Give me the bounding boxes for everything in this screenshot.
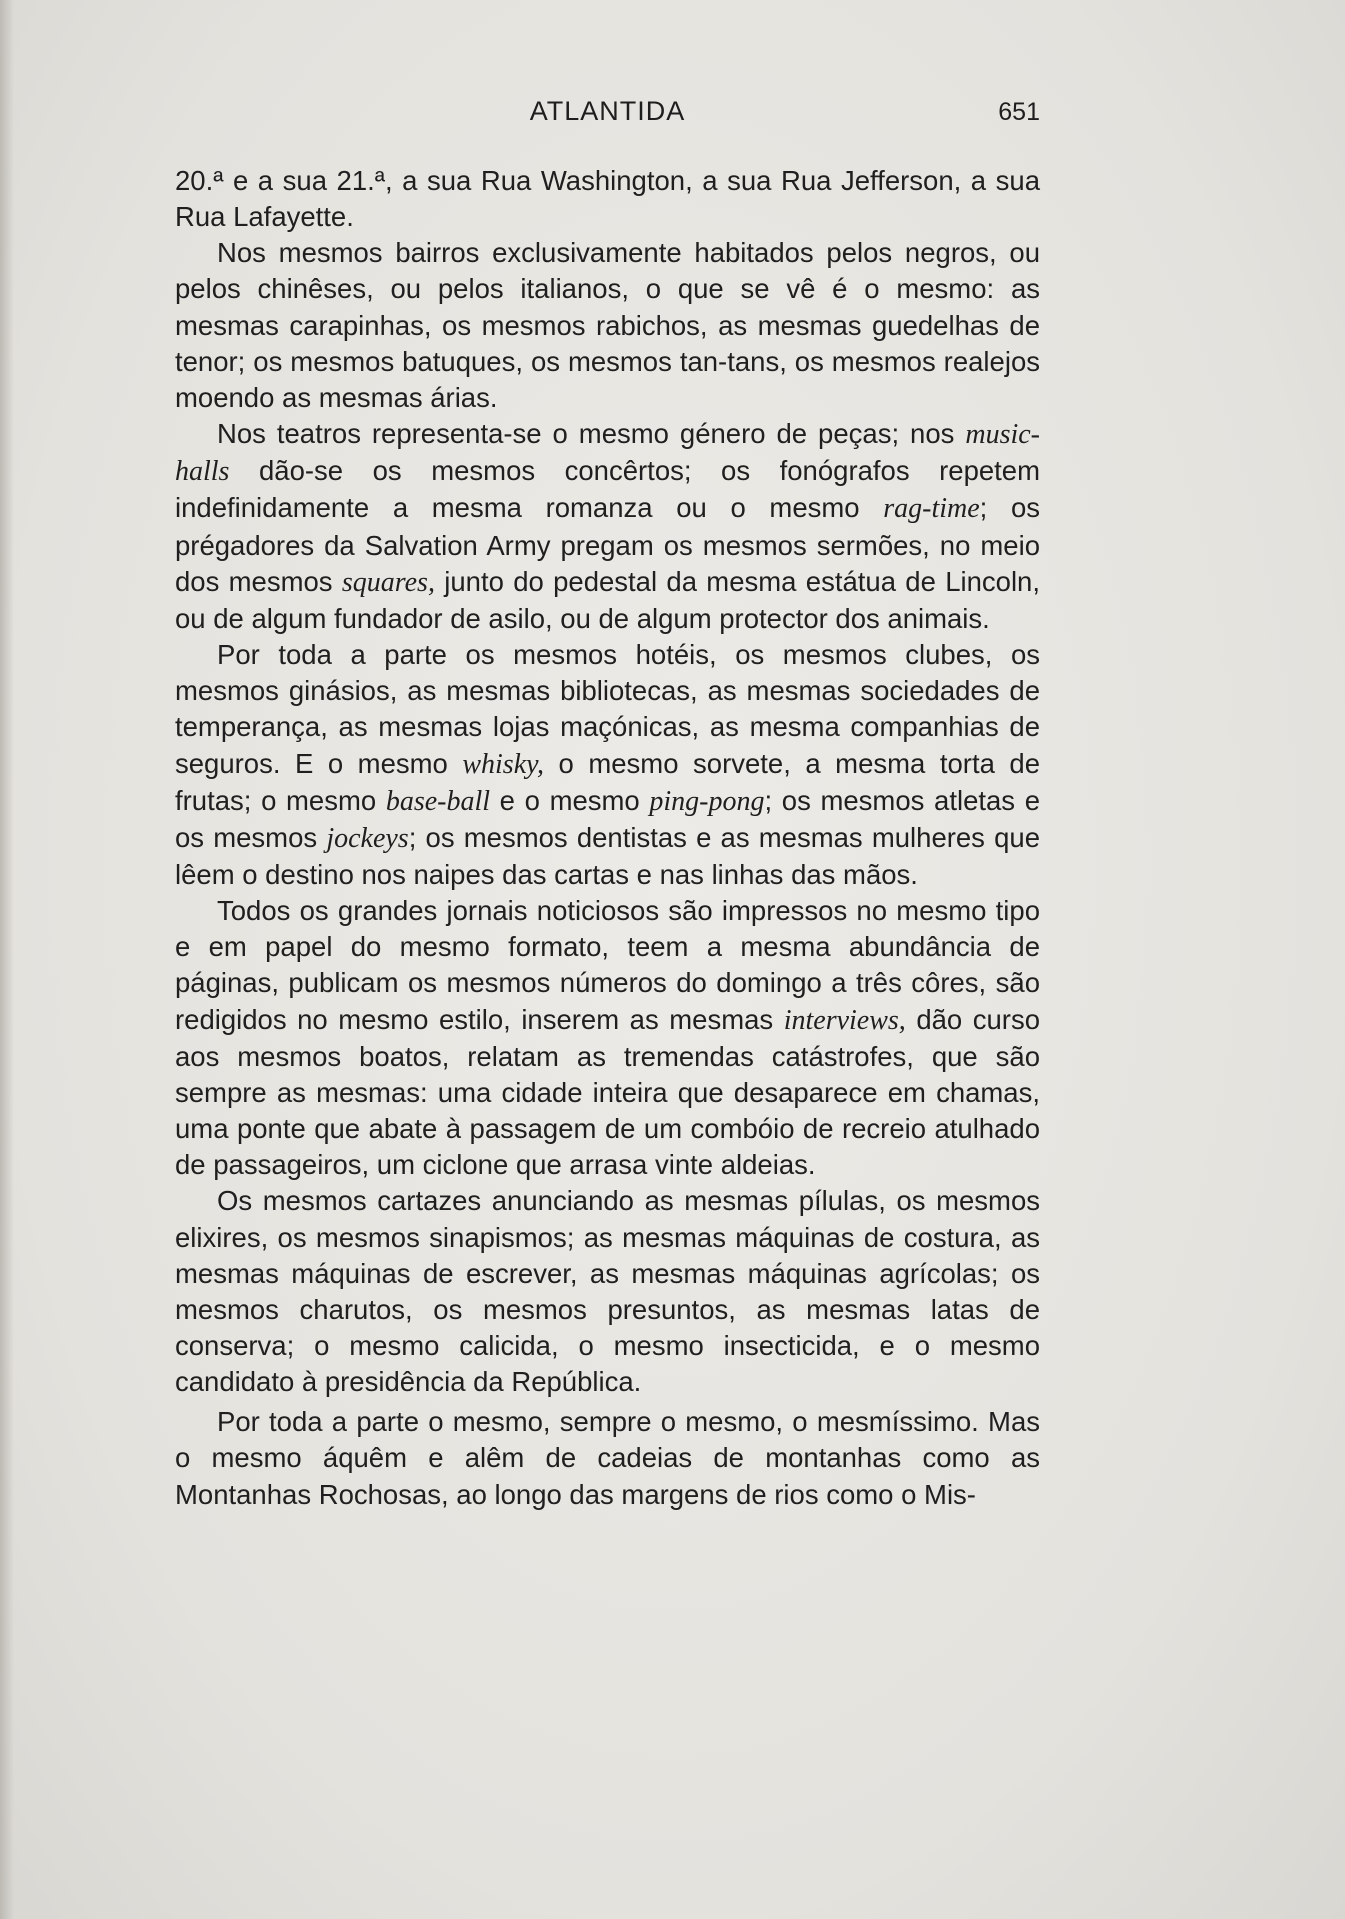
text-run: o mesmo sorvete, a mesma torta de frutas; o mesmo bbox=[175, 747, 1040, 816]
text-run: junto do pedestal da mesma estátua de Lincoln, ou de algum fundador de asilo, ou de algum protector dos animais. bbox=[175, 565, 1040, 634]
page-header bbox=[175, 96, 1040, 136]
page-edge-shadow bbox=[0, 0, 14, 1919]
text-run: ; os mesmos dentistas e as mesmas mulheres que lêem o destino nos naipes das cartas e nas linhas das mãos. bbox=[175, 821, 1040, 890]
text-run: Os mesmos cartazes anunciando as mesmas pílulas, os mesmos elixires, os mesmos sinapismos; as mesmas máquinas de costura, as mesmas máquinas de escrever, as mesmas máquinas agrícolas; os mesmos charutos, os mesmos presuntos, as mesmas latas de conserva; o mesmo calicida, o mesmo insecticida, e o mesmo candidato à presidência da República. bbox=[175, 1185, 1040, 1398]
italic-term: ping-pong bbox=[649, 785, 765, 817]
text-run: Nos teatros representa-se o mesmo género de peças; nos bbox=[217, 418, 966, 450]
italic-term: base-ball bbox=[385, 785, 491, 817]
text-run: ; os prégadores da Salvation Army pregam os mesmos sermões, no meio dos mesmos bbox=[175, 492, 1041, 597]
italic-term: whisky, bbox=[462, 748, 545, 780]
text-run: Todos os grandes jornais noticiosos são impressos no mesmo tipo e em papel do mesmo formato, teem a mesma abundância de páginas, publicam os mesmos números do domingo a três côres, são redigidos no mesmo estilo, inserem as mesmas bbox=[175, 895, 1040, 1035]
paragraph-2 bbox=[175, 235, 1040, 416]
page-number: 651 bbox=[998, 98, 1040, 126]
body-text bbox=[175, 163, 1040, 1513]
text-run: Por toda a parte o mesmo, sempre o mesmo, o mesmíssimo. Mas o mesmo áquêm e alêm de cadeias de montanhas como as Montanhas Rochosas, ao longo das margens de rios como o Mis- bbox=[175, 1406, 1040, 1510]
text-run: Nos mesmos bairros exclusivamente habitados pelos negros, ou pelos chinêses, ou pelos italianos, o que se vê é o mesmo: as mesmas carapinhas, os mesmos rabichos, as mesmas guedelhas de tenor; os mesmos batuques, os mesmos tan-tans, os mesmos realejos moendo as mesmas árias. bbox=[175, 237, 1040, 413]
italic-term: squares, bbox=[341, 566, 435, 598]
text-run: ; os mesmos atletas e os mesmos bbox=[175, 784, 1040, 853]
text-run: e o mesmo bbox=[490, 784, 650, 816]
italic-term: jockeys bbox=[326, 822, 409, 854]
italic-term: interviews, bbox=[783, 1004, 906, 1036]
paragraph-1 bbox=[175, 163, 1040, 235]
italic-term: rag-time bbox=[883, 493, 980, 525]
running-title: ATLANTIDA bbox=[529, 96, 686, 126]
paragraph-3 bbox=[175, 416, 1040, 637]
paragraph-5 bbox=[175, 893, 1040, 1183]
text-run: 20.ª e a sua 21.ª, a sua Rua Washington, a sua Rua Jefferson, a sua Rua Lafayette. bbox=[175, 165, 1040, 233]
text-run: dão-se os mesmos concêrtos; os fonógrafos repetem indefinidamente a mesma romanza ou o mesmo bbox=[175, 455, 1040, 524]
paragraph-4 bbox=[175, 637, 1040, 893]
text-run: Por toda a parte os mesmos hotéis, os mesmos clubes, os mesmos ginásios, as mesmas bibliotecas, as mesmas sociedades de temperança, as mesmas lojas maçónicas, as mesma companhias de seguros. E o mesmo bbox=[175, 639, 1040, 779]
italic-term: music-halls bbox=[175, 419, 1040, 488]
paragraph-7 bbox=[175, 1404, 1040, 1512]
text-run: dão curso aos mesmos boatos, relatam as tremendas catástrofes, que são sempre as mesmas: uma cidade inteira que desaparece em chamas, uma ponte que abate à passagem de um combóio de recreio atulhado de passageiros, um ciclone que arrasa vinte aldeias. bbox=[175, 1003, 1040, 1181]
paragraph-6 bbox=[175, 1183, 1040, 1400]
